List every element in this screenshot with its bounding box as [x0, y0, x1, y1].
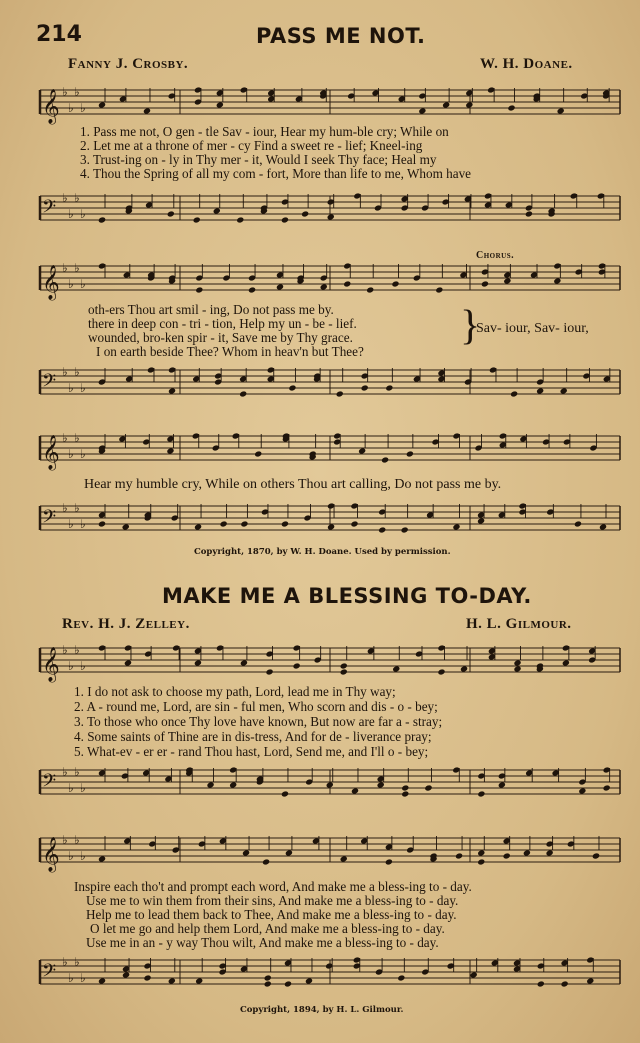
- flat-icon: ♭: [74, 85, 80, 99]
- flat-icon: ♭: [80, 971, 86, 985]
- hymn1-system2-bass: [0, 362, 640, 412]
- flat-icon: ♭: [62, 365, 68, 379]
- flat-icon: ♭: [62, 191, 68, 205]
- bass-clef-icon: 𝄢: [42, 371, 57, 396]
- verse-brace: }: [460, 303, 481, 349]
- flat-icon: ♭: [80, 781, 86, 795]
- treble-clef-icon: 𝄞: [42, 89, 60, 124]
- hymn2-verse-1: 1. I do not ask to choose my path, Lord, lead me in Thy way;: [74, 684, 396, 699]
- flat-icon: ♭: [80, 517, 86, 531]
- flat-icon: ♭: [74, 501, 80, 515]
- hymn2-verse-4: 4. Some saints of Thine are in dis-tress, And for de - liverance pray;: [74, 729, 432, 744]
- flat-icon: ♭: [62, 765, 68, 779]
- flat-icon: ♭: [74, 431, 80, 445]
- flat-icon: ♭: [74, 191, 80, 205]
- hymn1-author: Fanny J. Crosby.: [68, 56, 189, 72]
- hymn1-system3-bass: [0, 498, 640, 548]
- hymn2-copyright: Copyright, 1894, by H. L. Gilmour.: [240, 1005, 404, 1015]
- hymn2-author: Rev. H. J. Zelley.: [62, 616, 190, 632]
- note-heads: [98, 836, 600, 866]
- hymn2-verse-2: 2. A - round me, Lord, are sin - ful men, Who scorn and dis - o - bey;: [74, 699, 438, 714]
- hymn1-verse-2-cont: there in deep con - tri - tion, Help my un - be - lief.: [88, 316, 357, 331]
- treble-clef-icon: 𝄞: [42, 837, 60, 872]
- note-heads: [98, 86, 610, 114]
- flat-icon: ♭: [80, 381, 86, 395]
- flat-icon: ♭: [80, 849, 86, 863]
- treble-clef-icon: 𝄞: [42, 265, 60, 300]
- hymn2-system2-bass: [0, 952, 640, 1002]
- chorus-line: Hear my humble cry, While on others Thou art calling, Do not pass me by.: [84, 477, 502, 492]
- flat-icon: ♭: [62, 261, 68, 275]
- flat-icon: ♭: [68, 971, 74, 985]
- hymn1-copyright: Copyright, 1870, by W. H. Doane. Used by permission.: [194, 547, 451, 557]
- flat-icon: ♭: [80, 207, 86, 221]
- hymn2-system1-staves: [0, 640, 640, 690]
- chorus-label: Chorus.: [476, 250, 515, 261]
- flat-icon: ♭: [80, 101, 86, 115]
- hymn1-verse-1: 1. Pass me not, O gen - tle Sav - iour, Hear my hum-ble cry; While on: [80, 124, 449, 139]
- flat-icon: ♭: [68, 517, 74, 531]
- hymn2-verse-3: 3. To those who once Thy love have known, But now are far a - stray;: [74, 714, 443, 729]
- hymn2-system1-bass: [0, 762, 640, 812]
- hymn1-verse-2: 2. Let me at a throne of mer - cy Find a sweet re - lief; Kneel-ing: [80, 138, 423, 153]
- flat-icon: ♭: [68, 447, 74, 461]
- flat-icon: ♭: [68, 849, 74, 863]
- flat-icon: ♭: [68, 277, 74, 291]
- hymn1-verse-4: 4. Thou the Spring of all my com - fort, More than life to me, Whom have: [80, 166, 472, 181]
- treble-clef-icon: 𝄞: [42, 435, 60, 470]
- page-number: 214: [36, 22, 82, 47]
- flat-icon: ♭: [62, 501, 68, 515]
- hymn2-system2-staves: [0, 830, 640, 880]
- flat-icon: ♭: [80, 277, 86, 291]
- flat-icon: ♭: [74, 365, 80, 379]
- hymn1-title: PASS ME NOT.: [256, 24, 426, 48]
- flat-icon: ♭: [74, 261, 80, 275]
- hymn2-refrain-5: Use me in an - y way Thou wilt, And make me a bless-ing to - day.: [86, 935, 439, 950]
- hymn1-composer: W. H. Doane.: [480, 56, 573, 72]
- flat-icon: ♭: [68, 207, 74, 221]
- bass-clef-icon: 𝄢: [42, 771, 57, 796]
- hymn1-verse-1-cont: oth-ers Thou art smil - ing, Do not pass me by.: [88, 302, 334, 317]
- flat-icon: ♭: [62, 643, 68, 657]
- bass-clef-icon: 𝄢: [42, 507, 57, 532]
- hymn2-composer: H. L. Gilmour.: [466, 616, 572, 632]
- hymn2-refrain-1: Inspire each tho't and prompt each word, And make me a bless-ing to - day.: [74, 879, 472, 894]
- hymn1-verse-3: 3. Trust-ing on - ly in Thy mer - it, Would I seek Thy face; Heal my: [80, 152, 437, 167]
- flat-icon: ♭: [74, 955, 80, 969]
- hymn2-refrain-4: O let me go and help them Lord, And make me a bless-ing to - day.: [90, 921, 445, 936]
- flat-icon: ♭: [68, 381, 74, 395]
- flat-icon: ♭: [68, 101, 74, 115]
- hymn2-title: MAKE ME A BLESSING TO-DAY.: [162, 584, 532, 608]
- chorus-start: Sav- iour, Sav- iour,: [476, 321, 589, 336]
- flat-icon: ♭: [74, 643, 80, 657]
- hymn2-refrain-2: Use me to win them from their sins, And make me a bless-ing to - day.: [86, 893, 459, 908]
- flat-icon: ♭: [62, 85, 68, 99]
- treble-clef-icon: 𝄞: [42, 647, 60, 682]
- bass-clef-icon: 𝄢: [42, 961, 57, 986]
- hymn2-refrain-3: Help me to lead them back to Thee, And make me a bless-ing to - day.: [86, 907, 457, 922]
- bass-clef-icon: 𝄢: [42, 197, 57, 222]
- flat-icon: ♭: [62, 955, 68, 969]
- flat-icon: ♭: [68, 659, 74, 673]
- flat-icon: ♭: [80, 447, 86, 461]
- flat-icon: ♭: [62, 833, 68, 847]
- hymn1-verse-4-cont: I on earth beside Thee? Whom in heav'n but Thee?: [96, 344, 364, 359]
- hymn1-verse-3-cont: wounded, bro-ken spir - it, Save me by Thy grace.: [88, 330, 353, 345]
- flat-icon: ♭: [80, 659, 86, 673]
- hymn2-verse-5: 5. What-ev - er er - rand Thou hast, Lord, Send me, and I'll o - bey;: [74, 744, 429, 759]
- hymn1-system2-staves: [0, 258, 640, 308]
- flat-icon: ♭: [74, 765, 80, 779]
- flat-icon: ♭: [68, 781, 74, 795]
- hymn1-system1-bass: [0, 188, 640, 238]
- hymn1-system3-staves: [0, 428, 640, 478]
- flat-icon: ♭: [74, 833, 80, 847]
- flat-icon: ♭: [62, 431, 68, 445]
